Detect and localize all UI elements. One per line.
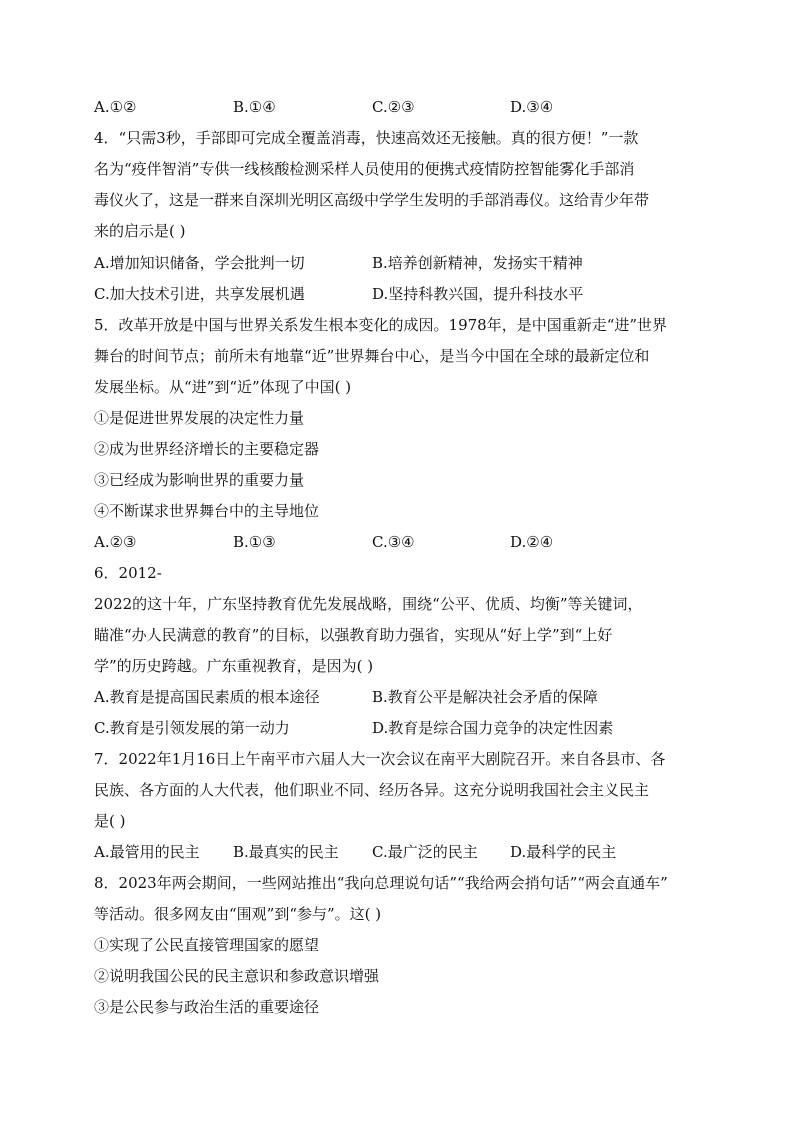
q6-stem-line-2: 2022的这十年，广东坚持教育优先发展战略，围绕“公平、优质、均衡”等关键词， (94, 595, 643, 613)
q4-stem-line-1: 4．“只需3秒，手部即可完成全覆盖消毒，快速高效还无接触。真的很方便！”一款 (94, 129, 639, 147)
q5-option-c: C.③④ (372, 533, 415, 551)
q4-option-c: C.加大技术引进，共享发展机遇 (94, 285, 305, 303)
q5-statement-1: ①是促进世界发展的决定性力量 (94, 409, 305, 427)
q6-stem-line-1: 6．2012- (94, 564, 162, 582)
q3-option-c: C.②③ (372, 98, 415, 116)
q8-statement-1: ①实现了公民直接管理国家的愿望 (94, 936, 320, 954)
q4-option-b: B.培养创新精神，发扬实干精神 (372, 254, 583, 272)
q4-options-row-2 (94, 284, 704, 304)
q6-options-row-2 (94, 718, 704, 738)
q6-option-b: B.教育公平是解决社会矛盾的保障 (372, 688, 598, 706)
q3-option-a: A.①② (94, 98, 137, 116)
q5-statement-2: ②成为世界经济增长的主要稳定器 (94, 440, 320, 458)
q8-stem-line-1: 8．2023年两会期间，一些网站推出“我向总理说句话”“我给两会捎句话”“两会直通车” (94, 874, 668, 892)
q3-option-b: B.①④ (233, 98, 276, 116)
q5-options (94, 532, 704, 552)
q4-option-a: A.增加知识储备，学会批判一切 (94, 254, 305, 272)
q8-statement-2: ②说明我国公民的民主意识和参政意识增强 (94, 967, 380, 985)
q4-stem-line-4: 来的启示是( ) (94, 222, 186, 240)
q7-option-b: B.最真实的民主 (233, 843, 339, 861)
q5-statement-3: ③已经成为影响世界的重要力量 (94, 471, 305, 489)
q8-statement-3: ③是公民参与政治生活的重要途径 (94, 998, 320, 1016)
q5-option-d: D.②④ (510, 533, 554, 551)
q3-options (94, 97, 704, 117)
q7-options (94, 842, 704, 862)
q4-option-d: D.坚持科教兴国，提升科技水平 (372, 285, 584, 303)
q5-stem-line-3: 发展坐标。从“进”到“近”体现了中国( ) (94, 378, 352, 396)
q4-stem-line-3: 毒仪火了，这是一群来自深圳光明区高级中学学生发明的手部消毒仪。这给青少年带 (94, 191, 650, 209)
q6-stem-line-4: 学”的历史跨越。广东重视教育，是因为( ) (94, 657, 374, 675)
q6-option-d: D.教育是综合国力竞争的决定性因素 (372, 719, 614, 737)
q5-statement-4: ④不断谋求世界舞台中的主导地位 (94, 502, 320, 520)
q4-options-row-1 (94, 253, 704, 273)
q6-options-row-1 (94, 687, 704, 707)
q8-stem-line-2: 等活动。很多网友由“围观”到“参与”。这( ) (94, 905, 382, 923)
q7-option-c: C.最广泛的民主 (372, 843, 478, 861)
q3-option-d: D.③④ (510, 98, 554, 116)
q7-option-a: A.最管用的民主 (94, 843, 200, 861)
q6-stem-line-3: 瞄准“办人民满意的教育”的目标，以强教育助力强省，实现从“好上学”到“上好 (94, 626, 613, 644)
q5-stem-line-2: 舞台的时间节点；前所未有地靠“近”世界舞台中心，是当今中国在全球的最新定位和 (94, 347, 650, 365)
q7-stem-line-1: 7．2022年1月16日上午南平市六届人大一次会议在南平大剧院召开。来自各县市、各 (94, 750, 666, 768)
q7-option-d: D.最科学的民主 (510, 843, 617, 861)
q4-stem-line-2: 名为“疫伴智消”专供一线核酸检测采样人员使用的便携式疫情防控智能雾化手部消 (94, 160, 635, 178)
q7-stem-line-3: 是( ) (94, 812, 126, 830)
q5-option-a: A.②③ (94, 533, 137, 551)
q6-option-a: A.教育是提高国民素质的根本途径 (94, 688, 320, 706)
q5-option-b: B.①③ (233, 533, 276, 551)
q7-stem-line-2: 民族、各方面的人大代表，他们职业不同、经历各异。这充分说明我国社会主义民主 (94, 781, 650, 799)
q5-stem-line-1: 5．改革开放是中国与世界关系发生根本变化的成因。1978年，是中国重新走“进”世界 (94, 316, 668, 334)
q6-option-c: C.教育是引领发展的第一动力 (94, 719, 290, 737)
